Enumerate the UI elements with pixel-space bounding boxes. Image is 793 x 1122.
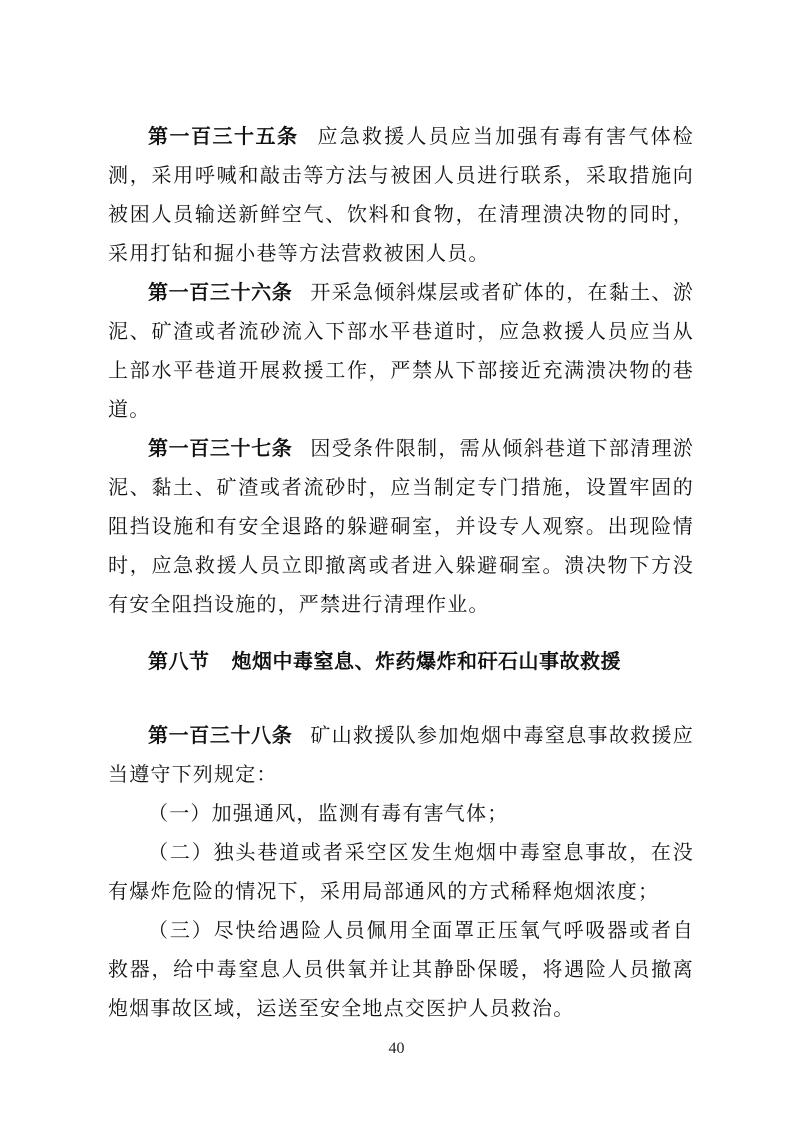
- list-item: （三）尽快给遇险人员佩用全面罩正压氧气呼吸器或者自救器，给中毒窒息人员供氧并让其静卧保暖，将遇险人员撤离炮烟事故区域，运送至安全地点交医护人员救治。: [108, 918, 694, 1020]
- article-136: [108, 273, 694, 429]
- article-138-heading: 第一百三十八条: [148, 723, 293, 747]
- article-138-body: 矿山救援队参加炮烟中毒窒息事故救援应当遵守下列规定：: [108, 723, 694, 786]
- list-item: （一）加强通风，监测有毒有害气体；: [148, 801, 509, 825]
- section-title: 炮烟中毒窒息、炸药爆炸和矸石山事故救援: [231, 649, 621, 673]
- article-137-heading: 第一百三十七条: [148, 436, 293, 460]
- page-number: 40: [388, 1040, 405, 1057]
- article-137: [108, 429, 694, 624]
- section-heading: [148, 645, 621, 674]
- article-135-body: 应急救援人员应当加强有毒有害气体检测，采用呼喊和敲击等方法与被困人员进行联系，采取措施向被困人员输送新鲜空气、饮料和食物，在清理溃决物的同时，采用打钻和掘小巷等方法营救被困人员。: [108, 124, 694, 265]
- list-item: （二）独头巷道或者采空区发生炮烟中毒窒息事故，在没有爆炸危险的情况下，采用局部通风的方式稀释炮烟浓度；: [108, 840, 694, 903]
- article-135: [108, 117, 694, 273]
- article-136-heading: 第一百三十六条: [148, 280, 293, 304]
- article-137-body: 因受条件限制，需从倾斜巷道下部清理淤泥、黏土、矿渣或者流砂时，应当制定专门措施，设置牢固的阻挡设施和有安全退路的躲避硐室，并设专人观察。出现险情时，应急救援人员立即撤离或者进入躲避硐室。溃决物下方没有安全阻挡设施的，严禁进行清理作业。: [108, 436, 694, 616]
- article-138: [108, 716, 694, 794]
- article-135-heading: 第一百三十五条: [148, 124, 299, 148]
- article-136-body: 开采急倾斜煤层或者矿体的，在黏土、淤泥、矿渣或者流砂流入下部水平巷道时，应急救援人员应当从上部水平巷道开展救援工作，严禁从下部接近充满溃决物的巷道。: [108, 280, 694, 421]
- section-number: 第八节: [148, 649, 210, 673]
